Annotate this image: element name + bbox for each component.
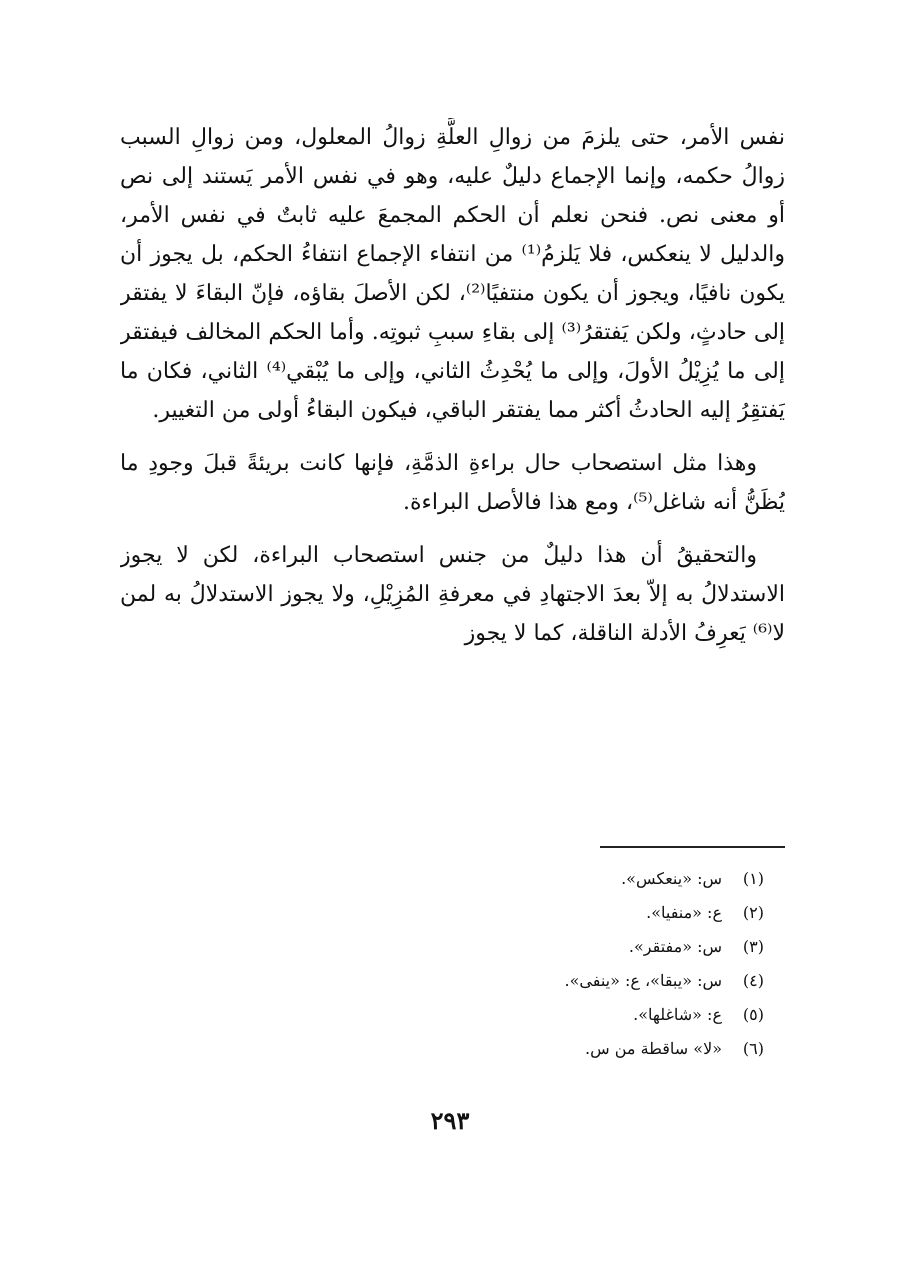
footnote-divider: [600, 846, 785, 848]
footnote-item: [344, 862, 764, 896]
footnote-text: س: «مفتقر».: [628, 937, 722, 956]
footnote-item: [344, 964, 764, 998]
footnote-marker: (٤): [742, 971, 764, 990]
paragraph-3: والتحقيقُ أن هذا دليلٌ من جنس استصحاب البراءة، لكن لا يجوز الاستدلالُ به إلاّ بعدَ الاجتهادِ في معرفةِ المُزِيْلِ، ولا يجوز الاستدلالُ به لمن لا⁽⁶⁾ يَعرِفُ الأدلة الناقلة، كما لا يجوز: [120, 543, 785, 646]
paragraph-2: وهذا مثل استصحاب حال براءةِ الذمَّةِ، فإنها كانت بريئةً قبلَ وجودِ ما يُظَنُّ أنه شاغل⁽⁵⁾، ومع هذا فالأصل البراءة.: [120, 451, 785, 515]
footnote-marker: (٥): [742, 1005, 764, 1024]
footnote-marker: (٦): [742, 1039, 764, 1058]
footnotes-list: [344, 862, 764, 1066]
footnote-item: [344, 930, 764, 964]
page-number: ٢٩٣: [430, 1106, 470, 1135]
footnote-marker: (٢): [742, 903, 764, 922]
footnote-item: [344, 998, 764, 1032]
footnote-item: [344, 896, 764, 930]
footnote-text: «لا» ساقطة من س.: [585, 1039, 722, 1058]
footnote-text: ع: «منفيا».: [646, 903, 722, 922]
paragraph-1: نفس الأمر، حتى يلزمَ من زوالِ العلَّةِ زوالُ المعلول، ومن زوالِ السبب زوالُ حكمه، وإنما الإجماع دليلٌ عليه، وهو في نفس الأمر يَستند إلى نص أو معنى نص. فنحن نعلم أن الحكم المجمعَ عليه ثابتٌ في نفس الأمر، والدليل لا ينعكس، فلا يَلزمُ⁽¹⁾ من انتفاء الإجماع انتفاءُ الحكم، بل يجوز أن يكون نافيًا، ويجوز أن يكون منتفيًا⁽²⁾، لكن الأصلَ بقاؤه، فإنّ البقاءَ لا يفتقر إلى حادثٍ، ولكن يَفتقرُ⁽³⁾ إلى بقاءِ سببِ ثبوتِه. وأما الحكم المخالف فيفتقر إلى ما يُزِيْلُ الأولَ، وإلى ما يُحْدِثُ الثاني، وإلى ما يُبْقي⁽⁴⁾ الثاني، فكان ما يَفتقِرُ إليه الحادثُ أكثر مما يفتقر الباقي، فيكون البقاءُ أولى من التغيير.: [120, 125, 785, 423]
body-text: [120, 118, 785, 808]
footnote-marker: (١): [742, 869, 764, 888]
footnote-text: س: «يبقا»، ع: «ينفى».: [564, 971, 722, 990]
footnote-item: [344, 1032, 764, 1066]
footnote-marker: (٣): [742, 937, 764, 956]
footnote-text: س: «ينعكس».: [621, 869, 722, 888]
page-body: [120, 118, 785, 808]
footnote-text: ع: «شاغلها».: [633, 1005, 722, 1024]
